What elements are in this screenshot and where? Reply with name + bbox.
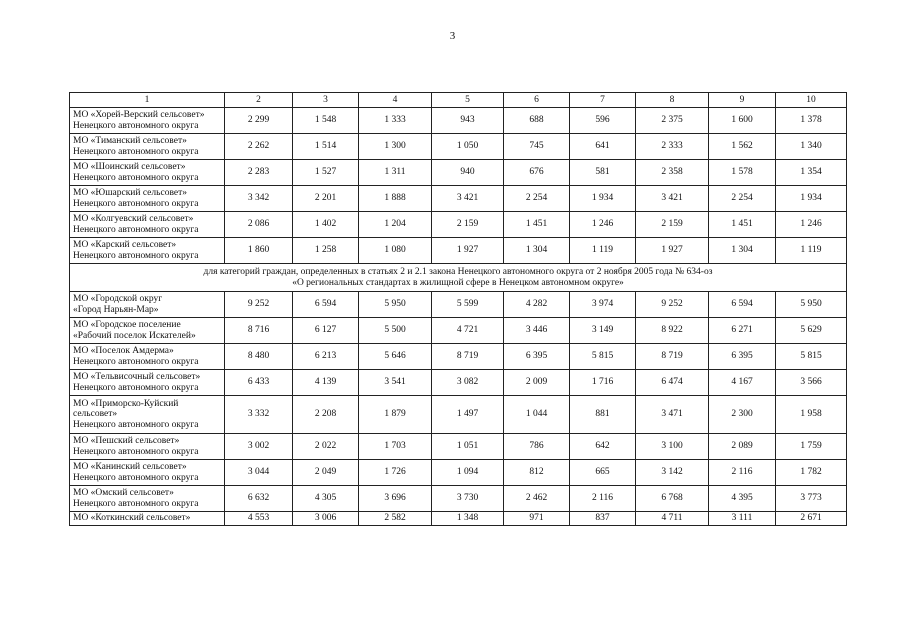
value-cell: 6 474 xyxy=(636,370,709,396)
value-cell: 3 730 xyxy=(432,486,504,512)
municipality-name xyxy=(70,134,225,160)
table-row xyxy=(70,486,847,512)
value-cell: 1 304 xyxy=(504,238,570,264)
value-cell: 1 548 xyxy=(293,108,359,134)
municipality-name-line: Ненецкого автономного округа xyxy=(73,472,199,483)
value-cell: 2 116 xyxy=(570,486,636,512)
value-cell: 5 599 xyxy=(432,292,504,318)
column-header: 1 xyxy=(70,93,225,108)
value-cell: 3 111 xyxy=(709,512,776,526)
value-cell: 6 433 xyxy=(225,370,293,396)
value-cell: 6 395 xyxy=(709,344,776,370)
value-cell: 2 116 xyxy=(709,460,776,486)
value-cell: 2 254 xyxy=(504,186,570,212)
value-cell: 3 696 xyxy=(359,486,432,512)
value-cell: 1 311 xyxy=(359,160,432,186)
value-cell: 1 703 xyxy=(359,434,432,460)
value-cell: 2 022 xyxy=(293,434,359,460)
value-cell: 1 094 xyxy=(432,460,504,486)
value-cell: 6 594 xyxy=(709,292,776,318)
header-row xyxy=(70,93,847,108)
value-cell: 8 719 xyxy=(636,344,709,370)
data-table xyxy=(69,92,847,526)
value-cell: 881 xyxy=(570,396,636,434)
value-cell: 1 497 xyxy=(432,396,504,434)
value-cell: 2 201 xyxy=(293,186,359,212)
municipality-name-line: МО «Городской округ xyxy=(73,293,163,304)
value-cell: 1 934 xyxy=(570,186,636,212)
municipality-name-line: МО «Юшарский сельсовет» xyxy=(73,187,187,198)
value-cell: 8 480 xyxy=(225,344,293,370)
value-cell: 3 149 xyxy=(570,318,636,344)
value-cell: 1 958 xyxy=(776,396,847,434)
value-cell: 1 050 xyxy=(432,134,504,160)
section-heading-line: для категорий граждан, определенных в статьях 2 и 2.1 закона Ненецкого автономного округа от 2 ноября 2005 года № 634-оз xyxy=(203,266,713,277)
value-cell: 1 340 xyxy=(776,134,847,160)
value-cell: 4 167 xyxy=(709,370,776,396)
value-cell: 641 xyxy=(570,134,636,160)
value-cell: 2 049 xyxy=(293,460,359,486)
municipality-name-line: МО «Колгуевский сельсовет» xyxy=(73,213,194,224)
value-cell: 676 xyxy=(504,160,570,186)
municipality-name xyxy=(70,460,225,486)
value-cell: 1 879 xyxy=(359,396,432,434)
value-cell: 8 716 xyxy=(225,318,293,344)
value-cell: 6 594 xyxy=(293,292,359,318)
value-cell: 2 299 xyxy=(225,108,293,134)
municipality-name-line: сельсовет» xyxy=(73,409,118,420)
municipality-name-line: МО «Тельвисочный сельсовет» xyxy=(73,371,201,382)
municipality-name-line: МО «Коткинский сельсовет» xyxy=(73,513,191,524)
value-cell: 4 139 xyxy=(293,370,359,396)
value-cell: 3 142 xyxy=(636,460,709,486)
value-cell: 1 246 xyxy=(570,212,636,238)
value-cell: 940 xyxy=(432,160,504,186)
municipality-name xyxy=(70,512,225,526)
value-cell: 4 395 xyxy=(709,486,776,512)
value-cell: 596 xyxy=(570,108,636,134)
column-header: 2 xyxy=(225,93,293,108)
value-cell: 5 815 xyxy=(570,344,636,370)
value-cell: 2 009 xyxy=(504,370,570,396)
municipality-name-line: Ненецкого автономного округа xyxy=(73,198,199,209)
municipality-name-line: Ненецкого автономного округа xyxy=(73,224,199,235)
value-cell: 6 213 xyxy=(293,344,359,370)
table-row xyxy=(70,160,847,186)
municipality-name-line: МО «Приморско-Куйский xyxy=(73,398,179,409)
value-cell: 1 378 xyxy=(776,108,847,134)
value-cell: 3 471 xyxy=(636,396,709,434)
value-cell: 5 950 xyxy=(776,292,847,318)
value-cell: 1 782 xyxy=(776,460,847,486)
value-cell: 1 300 xyxy=(359,134,432,160)
municipality-name xyxy=(70,160,225,186)
municipality-name-line: Ненецкого автономного округа xyxy=(73,146,199,157)
municipality-name-line: МО «Карский сельсовет» xyxy=(73,239,177,250)
municipality-name xyxy=(70,212,225,238)
page-number: 3 xyxy=(449,30,456,42)
value-cell: 1 333 xyxy=(359,108,432,134)
municipality-name xyxy=(70,486,225,512)
value-cell: 1 119 xyxy=(570,238,636,264)
value-cell: 1 348 xyxy=(432,512,504,526)
table-row xyxy=(70,344,847,370)
value-cell: 2 159 xyxy=(432,212,504,238)
table-row xyxy=(70,370,847,396)
value-cell: 1 119 xyxy=(776,238,847,264)
municipality-name-line: Ненецкого автономного округа xyxy=(73,382,199,393)
value-cell: 3 974 xyxy=(570,292,636,318)
municipality-name-line: МО «Омский сельсовет» xyxy=(73,487,174,498)
table-row xyxy=(70,434,847,460)
value-cell: 3 342 xyxy=(225,186,293,212)
value-cell: 4 721 xyxy=(432,318,504,344)
value-cell: 1 304 xyxy=(709,238,776,264)
value-cell: 3 421 xyxy=(432,186,504,212)
value-cell: 5 500 xyxy=(359,318,432,344)
municipality-name-line: «Рабочий поселок Искателей» xyxy=(73,330,196,341)
value-cell: 1 354 xyxy=(776,160,847,186)
value-cell: 2 159 xyxy=(636,212,709,238)
table-row xyxy=(70,108,847,134)
value-cell: 2 582 xyxy=(359,512,432,526)
value-cell: 1 578 xyxy=(709,160,776,186)
value-cell: 665 xyxy=(570,460,636,486)
column-header: 9 xyxy=(709,93,776,108)
section-heading xyxy=(70,264,847,292)
value-cell: 1 258 xyxy=(293,238,359,264)
value-cell: 4 282 xyxy=(504,292,570,318)
municipality-name xyxy=(70,186,225,212)
column-header: 4 xyxy=(359,93,432,108)
value-cell: 2 333 xyxy=(636,134,709,160)
municipality-name xyxy=(70,396,225,434)
value-cell: 2 300 xyxy=(709,396,776,434)
value-cell: 3 006 xyxy=(293,512,359,526)
value-cell: 1 451 xyxy=(504,212,570,238)
value-cell: 9 252 xyxy=(636,292,709,318)
value-cell: 3 773 xyxy=(776,486,847,512)
value-cell: 2 283 xyxy=(225,160,293,186)
value-cell: 1 246 xyxy=(776,212,847,238)
value-cell: 2 086 xyxy=(225,212,293,238)
municipality-name xyxy=(70,434,225,460)
value-cell: 2 671 xyxy=(776,512,847,526)
value-cell: 1 451 xyxy=(709,212,776,238)
municipality-name-line: Ненецкого автономного округа xyxy=(73,419,199,430)
value-cell: 3 566 xyxy=(776,370,847,396)
table-row xyxy=(70,212,847,238)
table-row xyxy=(70,134,847,160)
value-cell: 943 xyxy=(432,108,504,134)
municipality-name-line: Ненецкого автономного округа xyxy=(73,250,199,261)
municipality-name-line: МО «Поселок Амдерма» xyxy=(73,345,174,356)
section-heading-line: «О региональных стандартах в жилищной сфере в Ненецком автономном округе» xyxy=(292,277,624,288)
table-row xyxy=(70,396,847,434)
value-cell: 5 646 xyxy=(359,344,432,370)
municipality-name xyxy=(70,108,225,134)
value-cell: 642 xyxy=(570,434,636,460)
value-cell: 5 815 xyxy=(776,344,847,370)
value-cell: 4 711 xyxy=(636,512,709,526)
value-cell: 8 922 xyxy=(636,318,709,344)
municipality-name-line: Ненецкого автономного округа xyxy=(73,172,199,183)
column-header: 7 xyxy=(570,93,636,108)
value-cell: 6 632 xyxy=(225,486,293,512)
value-cell: 6 271 xyxy=(709,318,776,344)
municipality-name-line: МО «Шоинский сельсовет» xyxy=(73,161,186,172)
value-cell: 6 395 xyxy=(504,344,570,370)
value-cell: 688 xyxy=(504,108,570,134)
municipality-name xyxy=(70,292,225,318)
value-cell: 1 044 xyxy=(504,396,570,434)
section-heading-row xyxy=(70,264,847,292)
value-cell: 786 xyxy=(504,434,570,460)
municipality-name xyxy=(70,238,225,264)
value-cell: 581 xyxy=(570,160,636,186)
value-cell: 3 421 xyxy=(636,186,709,212)
value-cell: 1 934 xyxy=(776,186,847,212)
column-header: 6 xyxy=(504,93,570,108)
value-cell: 6 127 xyxy=(293,318,359,344)
municipality-name-line: МО «Тиманский сельсовет» xyxy=(73,135,187,146)
municipality-name-line: МО «Хорей-Верский сельсовет» xyxy=(73,109,205,120)
value-cell: 1 514 xyxy=(293,134,359,160)
column-header: 10 xyxy=(776,93,847,108)
value-cell: 1 562 xyxy=(709,134,776,160)
value-cell: 812 xyxy=(504,460,570,486)
column-header: 5 xyxy=(432,93,504,108)
value-cell: 1 860 xyxy=(225,238,293,264)
value-cell: 1 759 xyxy=(776,434,847,460)
value-cell: 2 208 xyxy=(293,396,359,434)
value-cell: 3 002 xyxy=(225,434,293,460)
value-cell: 8 719 xyxy=(432,344,504,370)
table-row xyxy=(70,292,847,318)
municipality-name xyxy=(70,370,225,396)
value-cell: 837 xyxy=(570,512,636,526)
value-cell: 1 051 xyxy=(432,434,504,460)
value-cell: 2 254 xyxy=(709,186,776,212)
municipality-name xyxy=(70,344,225,370)
value-cell: 2 262 xyxy=(225,134,293,160)
municipality-name-line: «Город Нарьян-Мар» xyxy=(73,304,159,315)
municipality-name-line: Ненецкого автономного округа xyxy=(73,120,199,131)
value-cell: 4 305 xyxy=(293,486,359,512)
value-cell: 1 527 xyxy=(293,160,359,186)
value-cell: 1 402 xyxy=(293,212,359,238)
value-cell: 1 080 xyxy=(359,238,432,264)
value-cell: 1 726 xyxy=(359,460,432,486)
value-cell: 1 600 xyxy=(709,108,776,134)
value-cell: 4 553 xyxy=(225,512,293,526)
value-cell: 2 358 xyxy=(636,160,709,186)
value-cell: 2 089 xyxy=(709,434,776,460)
value-cell: 745 xyxy=(504,134,570,160)
value-cell: 1 716 xyxy=(570,370,636,396)
value-cell: 1 888 xyxy=(359,186,432,212)
municipality-name-line: Ненецкого автономного округа xyxy=(73,356,199,367)
municipality-name-line: МО «Канинский сельсовет» xyxy=(73,461,187,472)
table-row xyxy=(70,318,847,344)
table-row xyxy=(70,460,847,486)
value-cell: 6 768 xyxy=(636,486,709,512)
value-cell: 3 332 xyxy=(225,396,293,434)
municipality-name-line: МО «Пешский сельсовет» xyxy=(73,435,180,446)
municipality-name xyxy=(70,318,225,344)
column-header: 8 xyxy=(636,93,709,108)
value-cell: 1 927 xyxy=(636,238,709,264)
value-cell: 3 044 xyxy=(225,460,293,486)
value-cell: 3 541 xyxy=(359,370,432,396)
municipality-name-line: Ненецкого автономного округа xyxy=(73,446,199,457)
value-cell: 3 082 xyxy=(432,370,504,396)
value-cell: 2 462 xyxy=(504,486,570,512)
value-cell: 971 xyxy=(504,512,570,526)
value-cell: 5 950 xyxy=(359,292,432,318)
table-row xyxy=(70,238,847,264)
value-cell: 2 375 xyxy=(636,108,709,134)
municipality-name-line: МО «Городское поселение xyxy=(73,319,181,330)
column-header: 3 xyxy=(293,93,359,108)
table-row xyxy=(70,512,847,526)
value-cell: 9 252 xyxy=(225,292,293,318)
value-cell: 1 204 xyxy=(359,212,432,238)
value-cell: 5 629 xyxy=(776,318,847,344)
table-row xyxy=(70,186,847,212)
value-cell: 1 927 xyxy=(432,238,504,264)
value-cell: 3 100 xyxy=(636,434,709,460)
municipality-name-line: Ненецкого автономного округа xyxy=(73,498,199,509)
value-cell: 3 446 xyxy=(504,318,570,344)
